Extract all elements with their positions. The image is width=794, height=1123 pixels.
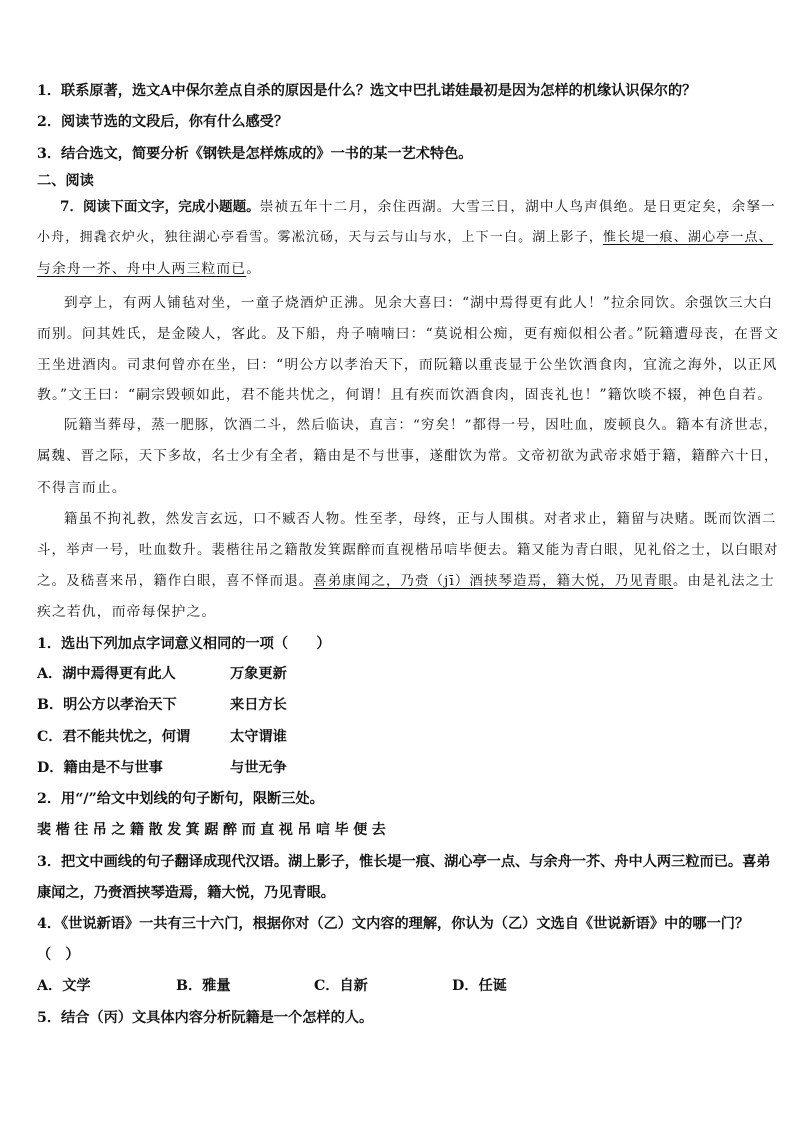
q1-option-b-right: 来日方长 (230, 697, 287, 713)
passage-text: 小舟，拥毳衣炉火，独往湖心亭看雪。雾凇沆砀，天与云与山与水，上下一白。湖上影子， (37, 230, 604, 245)
passage-p1-line1 (60, 196, 776, 217)
question-2-feeling: 2．阅读节选的文段后，你有什么感受？ (37, 114, 289, 130)
underlined-sentence: 惟长堤一痕、湖心亭一点、 (603, 230, 773, 245)
passage-p2-line4: 教。”文王曰：“嗣宗毁顿如此，君不能共忧之，何谓！且有疾而饮酒食肉，固丧礼也！”籍饮啖不辍，神色自若。 (37, 387, 773, 403)
passage-p3-line1: 阮籍当葬母，蒸一肥豚，饮酒二斗，然后临诀，直言：“穷矣！”都得一号，因吐血，废顿良久。籍本有济世志， (64, 418, 778, 433)
q1-option-a-right: 万象更新 (230, 666, 287, 682)
q3-prompt-line1: 3．把文中画线的句子翻译成现代汉语。湖上影子，惟长堤一痕、湖心亭一点、与余舟一芥、舟中人两三粒而已。喜弟 (37, 854, 771, 870)
passage-p4-line1: 籍虽不拘礼教，然发言玄远，口不臧否人物。性至孝，母终，正与人围棋。对者求止，籍留与决赌。既而饮酒二 (64, 512, 777, 527)
q5-prompt: 5．结合（丙）文具体内容分析阮籍是一个怎样的人。 (37, 1010, 374, 1026)
q2-prompt: 2．用“/”给文中划线的句子断句，限断三处。 (37, 791, 324, 807)
passage-text: 崇祯五年十二月，余住西湖。大雪三日，湖中人鸟声俱绝。是日更定矣，余拏一 (259, 199, 776, 215)
passage-intro: 7．阅读下面文字，完成小题题。 (60, 199, 260, 215)
q1-option-a-left: A．湖中焉得更有此人 (37, 666, 176, 682)
passage-text: 之。及嵇喜来吊，籍作白眼，喜不怿而退。 (37, 574, 314, 589)
underlined-sentence: 与余舟一芥、舟中人两三粒而已 (37, 261, 247, 277)
passage-p2-line1: 到亭上，有两人铺毡对坐，一童子烧酒炉正沸。见余大喜曰：“湖中焉得更有此人！”拉余同饮。余强饮三大白 (64, 295, 774, 311)
passage-p1-line2 (37, 228, 773, 248)
passage-p1-line3 (37, 259, 261, 279)
q4-option-c: C．自新 (314, 978, 368, 994)
q1-option-d-left: D．籍由是不与世事 (37, 760, 163, 776)
q4-option-d: D．任诞 (452, 978, 507, 994)
passage-text: 。由是礼法之士 (673, 574, 775, 589)
q2-sentence: 裴楷往吊之籍散发箕踞醉而直视吊唁毕便去 (37, 822, 391, 838)
passage-p2-line2: 而别。问其姓氏，是金陵人，客此。及下船，舟子喃喃曰：“莫说相公痴，更有痴似相公者。”阮籍遭母丧，在晋文 (37, 326, 779, 342)
q1-prompt: 1．选出下列加点字词意义相同的一项（ ） (37, 636, 331, 652)
q3-prompt-line2: 康闻之，乃赍酒挟琴造焉，籍大悦，乃见青眼。 (37, 885, 335, 901)
passage-p4-line3 (37, 571, 775, 592)
q1-option-d-right: 与世无争 (230, 760, 287, 776)
passage-p3-line3: 不得言而止。 (37, 480, 127, 496)
passage-p4-line4: 疾之若仇，而帝每保护之。 (37, 604, 217, 620)
underlined-sentence: 喜弟康闻之，乃赍（jī）酒挟琴造焉，籍大悦，乃见青眼 (313, 574, 673, 589)
q1-option-b-left: B．明公方以孝治天下 (37, 697, 177, 713)
q4-prompt-line1: 4．《世说新语》一共有三十六门，根据你对（乙）文内容的理解，你认为（乙）文选自《世说新语》中的哪一门？ (37, 916, 750, 932)
q1-option-c-right: 太守谓谁 (230, 729, 287, 745)
passage-p4-line2: 斗，举声一号，吐血数升。裴楷往吊之籍散发箕踞醉而直视楷吊唁毕便去。籍又能为青白眼，见礼俗之士，以白眼对 (37, 543, 779, 558)
q4-option-a: A．文学 (37, 978, 91, 994)
section-title: 二、阅读 (37, 173, 94, 189)
q4-option-b: B．雅量 (176, 978, 231, 994)
passage-p2-line3: 王坐进酒肉。司隶何曾亦在坐，曰：“明公方以孝治天下，而阮籍以重丧显于公坐饮酒食肉，宜流之海外，以正风 (37, 357, 778, 373)
passage-p3-line2: 属魏、晋之际，天下多故，名士少有全者，籍由是不与世事，遂酣饮为常。文帝初欲为武帝求婚于籍，籍醉六十日， (37, 449, 779, 464)
question-3-art-feature: 3．结合选文，简要分析《钢铁是怎样炼成的》一书的某一艺术特色。 (37, 146, 473, 162)
passage-text: 。 (246, 261, 262, 277)
q1-option-c-left: C．君不能共忧之，何谓 (37, 729, 191, 745)
question-1-original-work: 1．联系原著，选文A中保尔差点自杀的原因是什么？选文中巴扎诺娃最初是因为怎样的机缘认识保尔的？ (37, 83, 697, 99)
q4-answer-blank: （ ） (37, 947, 80, 963)
